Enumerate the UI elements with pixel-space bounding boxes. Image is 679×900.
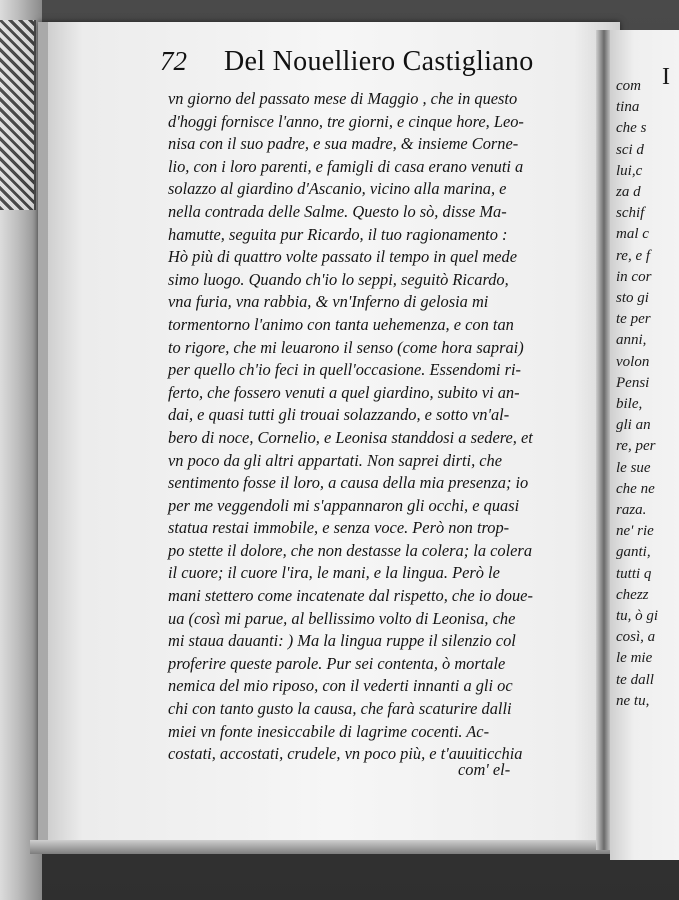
text-line: vn poco da gli altri appartati. Non saprei dirti, che [168, 450, 503, 470]
page-number: 72 [160, 46, 187, 76]
facing-text-line: re, e f [616, 247, 651, 264]
catchword: com' el- [458, 760, 511, 779]
facing-text-line: te dall [616, 671, 654, 688]
facing-text-line: tu, ò gi [616, 608, 659, 625]
text-line: il cuore; il cuore l'ira, le mani, e la lingua. Però le [168, 563, 500, 583]
text-line: ua (così mi parue, al bellissimo volto di Leonisa, che [168, 608, 516, 628]
facing-text-line: re, per [616, 438, 656, 455]
text-line: tormentorno l'animo con tanta uehemenza, e con tan [168, 314, 514, 334]
facing-text-line: ne tu, [616, 692, 650, 709]
facing-text-line: le sue [616, 459, 651, 476]
text-line: po stette il dolore, che non destasse la colera; la colera [168, 540, 533, 560]
text-line: hamutte, seguita pur Ricardo, il tuo ragionamento : [168, 224, 508, 244]
text-line: bero di noce, Cornelio, e Leonisa standdosi a sedere, et [168, 427, 533, 447]
text-line: d'hoggi fornisce l'anno, tre giorni, e cinque hore, Leo- [168, 111, 524, 131]
facing-text-line: za d [616, 184, 641, 201]
body-text [168, 88, 572, 766]
text-line: proferire queste parole. Pur sei contenta, ò mortale [168, 653, 506, 673]
text-line: to rigore, che mi leuarono il senso (come hora saprai) [168, 337, 524, 357]
facing-text-line: Pensi [616, 374, 650, 391]
previous-page-edge [0, 0, 42, 900]
facing-text-line: mal c [616, 226, 649, 243]
text-line: simo luogo. Quando ch'io lo seppi, seguitò Ricardo, [168, 269, 509, 289]
text-line: ferto, che fossero venuti a quel giardino, subito vi an- [168, 382, 520, 402]
decorative-ornament [0, 20, 36, 210]
page-header [160, 46, 560, 86]
facing-text-line: chezz [616, 586, 649, 603]
facing-text-line: volon [616, 353, 650, 370]
facing-text-line: bile, [616, 396, 643, 413]
facing-text-line: così, a [616, 629, 656, 646]
facing-text-line: lui,c [616, 162, 643, 179]
facing-text-line: in cor [616, 268, 652, 285]
text-line: statua restai immobile, e senza voce. Però non trop- [168, 518, 510, 538]
text-line: miei vn fonte inesiccabile di lagrime cocenti. Ac- [168, 721, 490, 741]
text-line: nisa con il suo padre, e sua madre, & insieme Corne- [168, 134, 519, 154]
text-line: Hò più di quattro volte passato il tempo in quel mede [168, 247, 518, 267]
text-line: sentimento fosse il loro, a causa della mia presenza; io [168, 473, 529, 493]
facing-text-line: anni, [616, 332, 647, 349]
text-line: nemica del mio riposo, con il vederti innanti a gli oc [168, 676, 513, 696]
text-line: chi con tanto gusto la causa, che farà scaturire dalli [168, 699, 512, 719]
text-line: lio, con i loro parenti, e famigli di casa erano venuti a [168, 156, 524, 176]
facing-text-line: sci d [616, 141, 644, 158]
text-line: solazzo al giardino d'Ascanio, vicino alla marina, e [168, 179, 507, 199]
facing-text-line: le mie [616, 650, 653, 667]
facing-text-line: tutti q [616, 565, 652, 582]
facing-text-line: raza. [616, 502, 647, 519]
text-line: per quello ch'io feci in quell'occasione. Essendomi ri- [168, 360, 521, 380]
facing-text-line: tina [616, 99, 640, 116]
facing-text-line: sto gi [616, 290, 649, 307]
facing-page-header: I [662, 64, 670, 90]
facing-text-line: schif [616, 205, 645, 222]
facing-text-line: che ne [616, 480, 655, 497]
running-title: Del Nouelliero Castigliano [224, 46, 534, 77]
facing-text-line: gli an [616, 417, 651, 434]
text-line: vn giorno del passato mese di Maggio , che in questo [168, 89, 518, 108]
facing-text-line: che s [616, 120, 647, 137]
facing-text-line: ganti, [616, 544, 651, 561]
text-line: nella contrada delle Salme. Questo lo sò, disse Ma- [168, 201, 507, 221]
text-line: vna furia, vna rabbia, & vn'Inferno di gelosia mi [168, 292, 489, 312]
text-line: costati, accostati, crudele, vn poco più, e t'auuiticchia [168, 744, 523, 764]
facing-text-line: ne' rie [616, 523, 654, 540]
text-line: dai, e quasi tutti gli trouai solazzando, e sotto vn'al- [168, 405, 510, 425]
facing-page-text [616, 76, 658, 712]
text-line: mi staua dauanti: ) Ma la lingua ruppe il silenzio col [168, 631, 516, 651]
facing-text-line: te per [616, 311, 651, 328]
text-line: per me veggendoli mi s'appannaron gli occhi, e quasi [168, 495, 520, 515]
right-page-fragment [610, 30, 679, 860]
facing-text-line: com [616, 78, 641, 94]
page-stack-edge [30, 840, 610, 854]
text-line: mani stettero come incatenate dal rispetto, che io doue- [168, 586, 533, 606]
